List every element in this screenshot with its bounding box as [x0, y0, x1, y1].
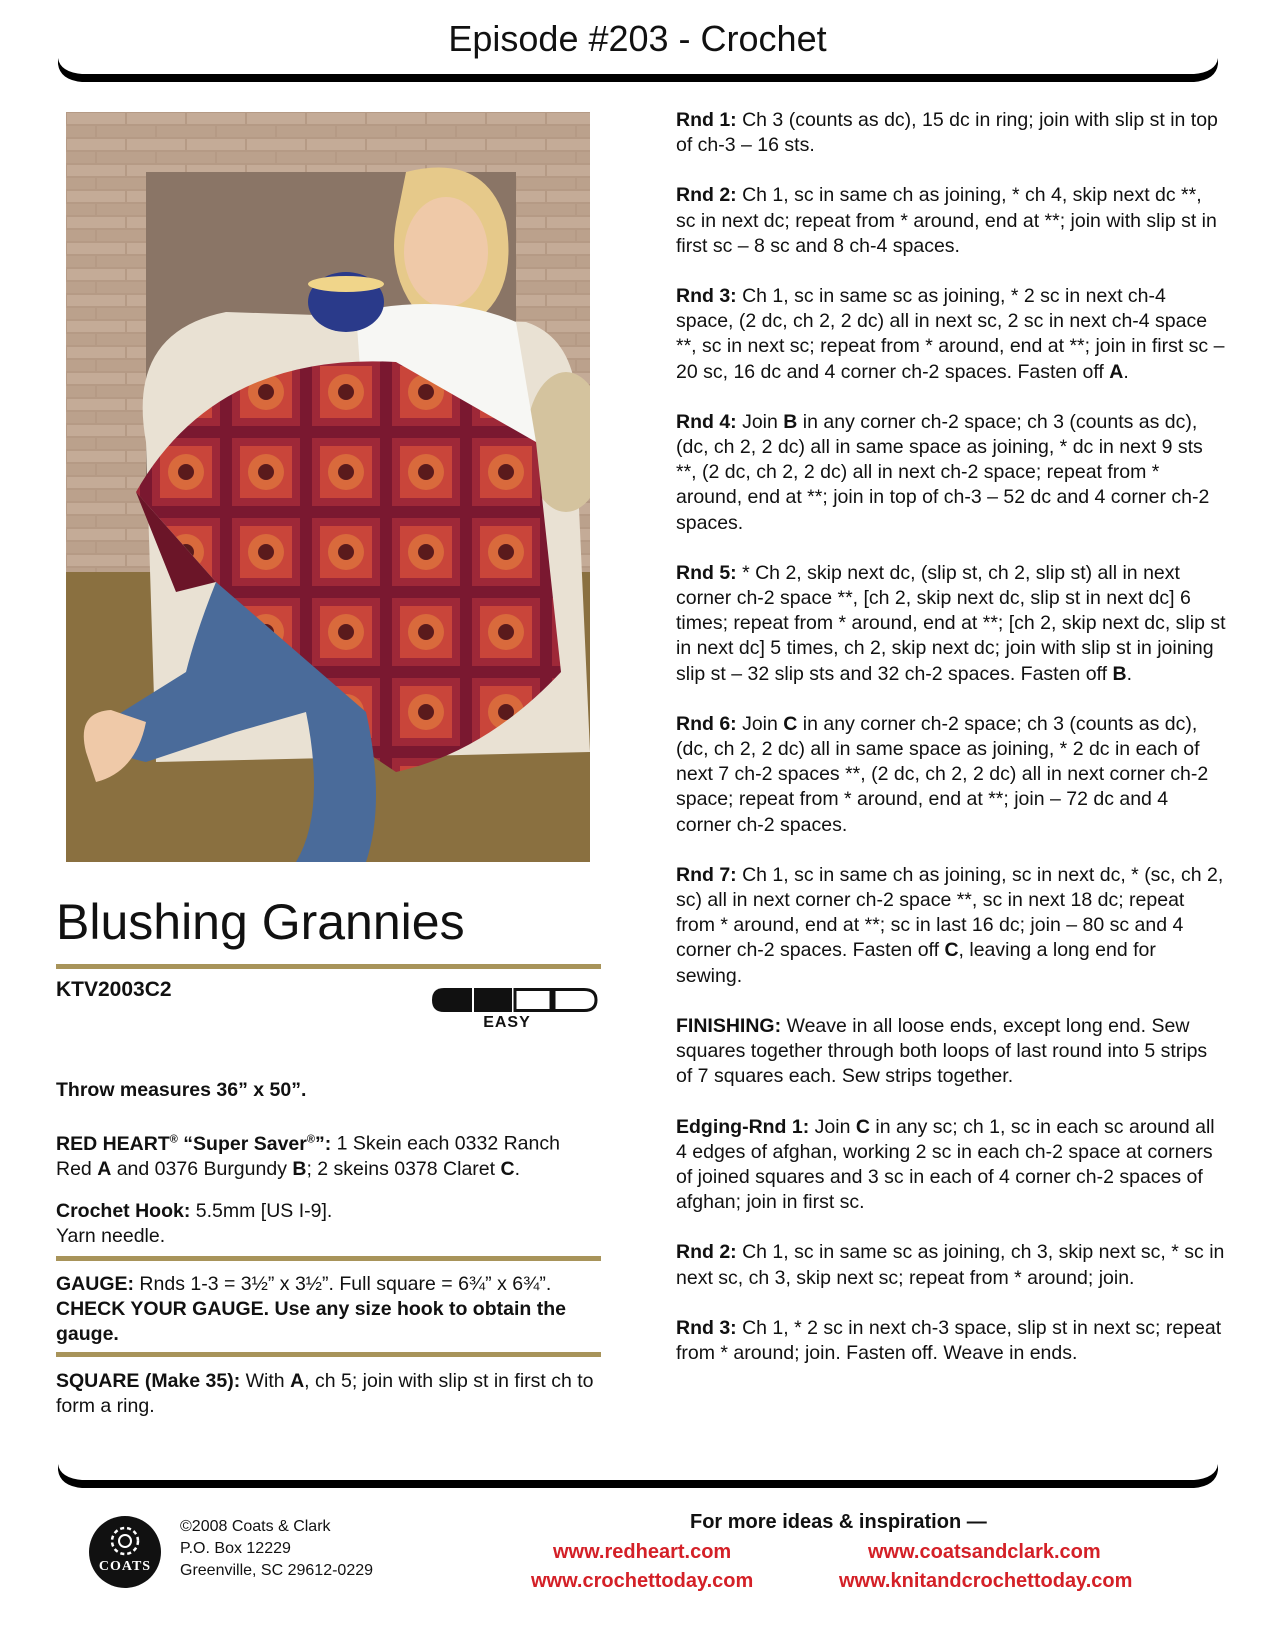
finishing	[676, 1014, 1226, 1090]
edging-rnd-3	[676, 1316, 1226, 1366]
link-coatsandclark[interactable]: www.coatsandclark.com	[868, 1541, 1101, 1563]
pattern-title: Blushing Grannies	[56, 894, 465, 950]
rnd-label: Rnd 2:	[676, 1241, 737, 1264]
rnd-label: Rnd 7:	[676, 863, 737, 886]
pattern-code: KTV2003C2	[56, 978, 172, 1001]
rnd-text: Ch 3 (counts as dc), 15 dc in ring; join with slip st in top of ch-3 – 16 sts.	[676, 109, 1218, 157]
edging-rnd-2	[676, 1240, 1226, 1290]
finishing-text: Weave in all loose ends, except long end. Sew squares together through both loops of last round into 5 strips of 7 squares each. Sew strips together.	[676, 1014, 1208, 1088]
coats-logo	[88, 1515, 162, 1589]
rnd-4	[676, 410, 1226, 536]
rnd-6	[676, 712, 1226, 838]
rnd-1	[676, 108, 1226, 158]
gauge-label: GAUGE:	[56, 1273, 134, 1295]
square-label: SQUARE (Make 35):	[56, 1370, 241, 1392]
rnd-7	[676, 863, 1226, 989]
po-box: P.O. Box 12229	[180, 1540, 291, 1557]
yarn-detail: ; 2 skeins 0378 Claret	[306, 1157, 501, 1180]
link-knitandcrochettoday[interactable]: www.knitandcrochettoday.com	[839, 1570, 1133, 1592]
rnd-text: Ch 1, sc in same sc as joining, ch 3, skip next sc, * sc in next sc, ch 3, skip next sc; repeat from * around; join.	[676, 1241, 1225, 1289]
address	[180, 1516, 373, 1582]
rnd-text: Join	[736, 410, 784, 433]
footer-bar	[58, 1464, 1218, 1478]
rnd-label: Rnd 6:	[676, 712, 737, 735]
gauge-text	[56, 1272, 601, 1347]
instructions	[676, 108, 1226, 1391]
rnd-text: .	[1123, 360, 1129, 383]
rnd-text: Ch 1, sc in same ch as joining, sc in next dc, * (sc, ch 2, sc) all in next corner ch-2 space **, sc in next 18 dc; repeat from * around, end at **; sc in last 16 dc; join – 80 sc and 4 corner ch-2 spaces. Fasten off	[676, 863, 1224, 962]
size-text	[56, 1078, 601, 1103]
rnd-text: in any corner ch-2 space; ch 3 (counts as dc), (dc, ch 2, 2 dc) all in same space as joining, * 2 dc in each of next 7 ch-2 spaces **, (2 dc, ch 2, 2 dc) all in next corner ch-2 space; repeat from * around, end at **; join – 72 dc and 4 corner ch-2 spaces.	[676, 712, 1209, 836]
rnd-5	[676, 561, 1226, 687]
episode-title: Episode #203 - Crochet	[448, 18, 827, 59]
yarn-name-close: ”:	[314, 1132, 332, 1155]
rnd-text: in any sc; ch 1, sc in each sc around all 4 edges of afghan, working 2 sc in each ch-2 space at corners of joined squares and 3 sc in each of 4 corner ch-2 spaces of afghan; join in first sc.	[676, 1115, 1215, 1214]
rnd-3	[676, 284, 1226, 385]
divider	[56, 964, 601, 969]
edging-rnd-1	[676, 1115, 1226, 1216]
gauge-value: Rnds 1-3 = 3½” x 3½”. Full square = 6¾” x 6¾”.	[134, 1273, 552, 1295]
rnd-label: Rnd 4:	[676, 410, 737, 433]
needle: Yarn needle.	[56, 1225, 166, 1247]
yarn-detail: and 0376 Burgundy	[111, 1157, 293, 1180]
rnd-label: Rnd 3:	[676, 1316, 737, 1339]
rnd-text: Join	[736, 712, 784, 735]
logo-text: COATS	[98, 1559, 152, 1574]
color-a: A	[97, 1157, 112, 1180]
rnd-label: Rnd 2:	[676, 184, 737, 207]
rnd-label: Rnd 1:	[676, 109, 737, 131]
city-state: Greenville, SC 29612-0229	[180, 1562, 374, 1579]
rnd-text: * Ch 2, skip next dc, (slip st, ch 2, slip st) all in next corner ch-2 space **, [ch 2, skip next dc, slip st in next dc] 6 times; repeat from * around, end at **; [ch 2, skip next dc, slip st in next dc] 5 times, ch 2, skip next dc; join with slip st in joining slip st – 32 slip sts and 32 ch-2 spaces. Fasten off	[676, 561, 1226, 685]
color-a: A	[1109, 360, 1124, 383]
hook-size: 5.5mm [US I-9].	[190, 1200, 333, 1222]
link-crochettoday[interactable]: www.crochettoday.com	[531, 1570, 754, 1592]
rnd-text: Ch 1, sc in same ch as joining, * ch 4, skip next dc **, sc in next dc; repeat from * around, end at **; join with slip st in first sc – 8 sc and 8 ch-4 spaces.	[676, 184, 1217, 257]
finishing-label: FINISHING:	[676, 1014, 782, 1037]
square-text	[56, 1369, 601, 1419]
rnd-text: Ch 1, * 2 sc in next ch-3 space, slip st in next sc; repeat from * around; join. Fasten off. Weave in ends.	[676, 1316, 1222, 1364]
rnd-text: .	[1126, 662, 1132, 685]
text: With	[240, 1370, 291, 1392]
color-c: C	[500, 1157, 515, 1180]
color-c: C	[855, 1115, 870, 1138]
rnd-text: , leaving a long end for sewing.	[676, 939, 1156, 987]
pattern-photo	[66, 112, 590, 862]
text: , ch 5; join with slip st in first ch to form a ring.	[56, 1370, 594, 1417]
hook-text	[56, 1199, 601, 1249]
skill-level-label: EASY	[483, 1014, 531, 1031]
gauge-check: CHECK YOUR GAUGE. Use any size hook to obtain the gauge.	[56, 1298, 566, 1345]
divider	[56, 1352, 601, 1357]
more-ideas-heading: For more ideas & inspiration —	[690, 1511, 987, 1533]
color-a: A	[290, 1370, 305, 1392]
color-b: B	[1112, 662, 1127, 685]
rnd-text: in any corner ch-2 space; ch 3 (counts as dc), (dc, ch 2, 2 dc) all in same space as joining, * dc in next 9 sts **, (2 dc, ch 2, 2 dc) all in next ch-2 space; repeat from * around, end at **; join in top of ch-3 – 52 dc and 4 corner ch-2 spaces.	[676, 410, 1210, 534]
color-c: C	[944, 939, 959, 962]
divider	[56, 1256, 601, 1261]
color-c: C	[783, 712, 798, 735]
yarn-text	[56, 1127, 601, 1182]
yarn-brand: RED HEART	[56, 1132, 170, 1155]
color-b: B	[292, 1157, 307, 1180]
skill-level-indicator	[430, 986, 600, 1036]
rnd-label: Edging-Rnd 1:	[676, 1115, 810, 1138]
header-bar	[58, 58, 1218, 72]
yarn-detail: .	[514, 1157, 520, 1180]
yarn-name: “Super Saver	[177, 1132, 307, 1155]
rnd-label: Rnd 3:	[676, 285, 737, 308]
rnd-2	[676, 183, 1226, 259]
color-b: B	[783, 410, 798, 433]
copyright: ©2008 Coats & Clark	[180, 1518, 331, 1535]
rnd-label: Rnd 5:	[676, 561, 737, 584]
size: Throw measures 36” x 50”.	[56, 1079, 307, 1101]
rnd-text: Ch 1, sc in same sc as joining, * 2 sc in next ch-4 space, (2 dc, ch 2, 2 dc) all in next sc, 2 sc in next ch-4 space **, sc in next sc; repeat from * around, end at **; join in first sc – 20 sc, 16 dc and 4 corner ch-2 spaces. Fasten off	[676, 285, 1225, 383]
registered-mark: ®	[306, 1133, 315, 1145]
registered-mark: ®	[169, 1133, 178, 1145]
hook-label: Crochet Hook:	[56, 1200, 191, 1222]
rnd-text: Join	[809, 1115, 856, 1138]
yarn-detail: 1 Skein each 0332 Ranch Red	[56, 1132, 560, 1180]
link-redheart[interactable]: www.redheart.com	[553, 1541, 732, 1563]
